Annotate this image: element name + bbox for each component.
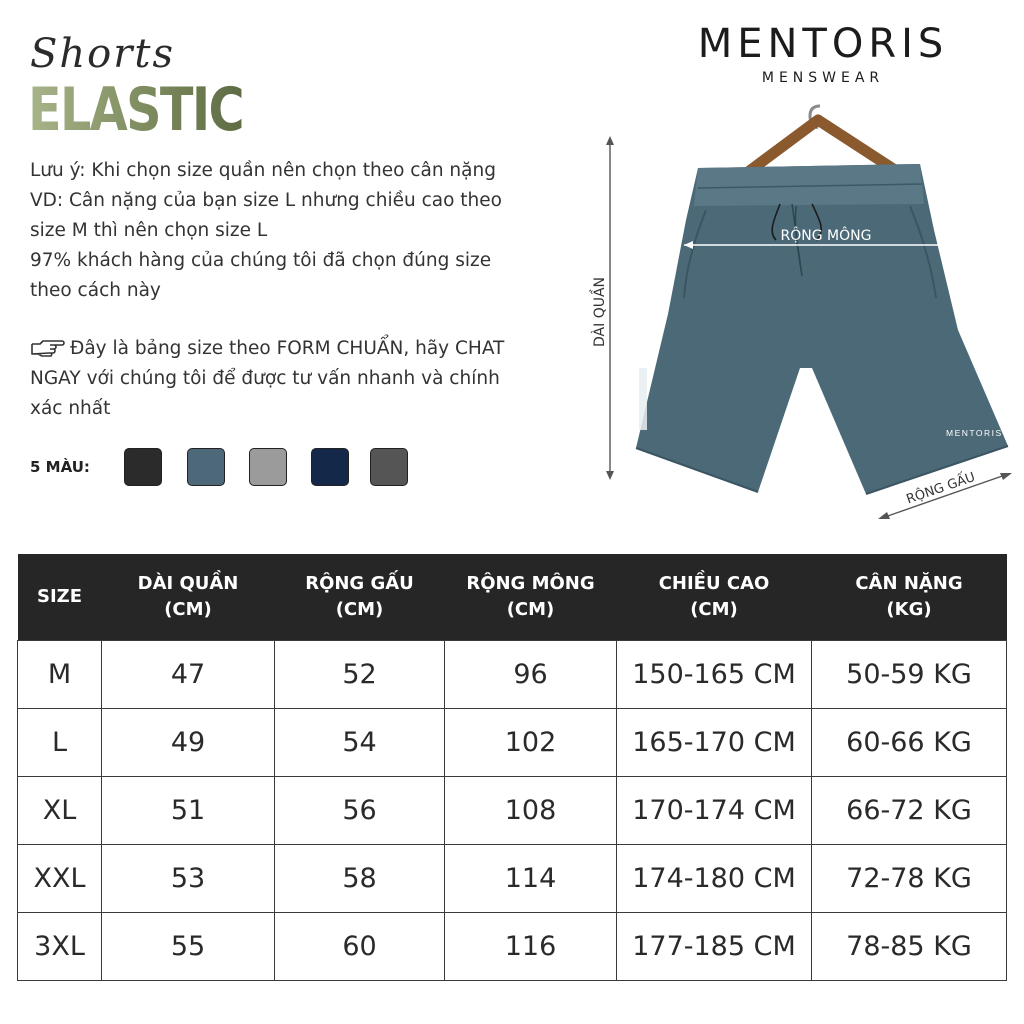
cell-height: 165-170 CM bbox=[617, 709, 812, 777]
shorts-measurement-figure bbox=[580, 100, 1024, 530]
table-row bbox=[18, 845, 1007, 913]
cell-hip: 96 bbox=[445, 641, 617, 709]
size-note bbox=[30, 156, 560, 306]
cell-hem: 52 bbox=[275, 641, 445, 709]
color-swatch-charcoal[interactable] bbox=[370, 448, 408, 486]
cell-size: XL bbox=[18, 777, 102, 845]
brand-logo bbox=[693, 21, 953, 86]
table-row bbox=[18, 641, 1007, 709]
color-swatch-teal[interactable] bbox=[187, 448, 225, 486]
cell-hip: 116 bbox=[445, 913, 617, 981]
note-line: size M thì nên chọn size L bbox=[30, 220, 268, 241]
cell-height: 170-174 CM bbox=[617, 777, 812, 845]
cell-size: XXL bbox=[18, 845, 102, 913]
brand-subtitle: MENSWEAR bbox=[761, 70, 885, 86]
color-swatch-navy[interactable] bbox=[311, 448, 349, 486]
header-height: CHIỀU CAO (CM) bbox=[617, 554, 812, 641]
cell-length: 53 bbox=[102, 845, 275, 913]
brand-name: MENTORIS bbox=[697, 21, 949, 67]
colors-label: 5 MÀU: bbox=[30, 458, 90, 476]
cell-length: 47 bbox=[102, 641, 275, 709]
table-header-row bbox=[18, 554, 1007, 641]
cell-height: 174-180 CM bbox=[617, 845, 812, 913]
cell-length: 55 bbox=[102, 913, 275, 981]
table-row bbox=[18, 913, 1007, 981]
chat-note bbox=[30, 334, 560, 424]
cell-hem: 54 bbox=[275, 709, 445, 777]
note-line: VD: Cân nặng của bạn size L nhưng chiều cao theo bbox=[30, 190, 502, 211]
note-line: theo cách này bbox=[30, 280, 161, 301]
hip-label: RỘNG MÔNG bbox=[780, 228, 872, 244]
cell-weight: 50-59 KG bbox=[812, 641, 1007, 709]
cell-length: 49 bbox=[102, 709, 275, 777]
header-size: SIZE bbox=[18, 554, 102, 641]
hem-label: RỘNG GẤU bbox=[904, 469, 978, 508]
cell-hip: 108 bbox=[445, 777, 617, 845]
header-hip: RỘNG MÔNG (CM) bbox=[445, 554, 617, 641]
note-line: 97% khách hàng của chúng tôi đã chọn đúng size bbox=[30, 250, 492, 271]
header-length: DÀI QUẦN (CM) bbox=[102, 554, 275, 641]
header-hem: RỘNG GẤU (CM) bbox=[275, 554, 445, 641]
cell-weight: 78-85 KG bbox=[812, 913, 1007, 981]
cell-hip: 114 bbox=[445, 845, 617, 913]
color-swatch-gray[interactable] bbox=[249, 448, 287, 486]
length-label: DÀI QUẦN bbox=[592, 276, 608, 348]
cell-height: 177-185 CM bbox=[617, 913, 812, 981]
cell-hem: 56 bbox=[275, 777, 445, 845]
cell-weight: 60-66 KG bbox=[812, 709, 1007, 777]
chat-line: xác nhất bbox=[30, 398, 111, 419]
cell-height: 150-165 CM bbox=[617, 641, 812, 709]
product-title: ELASTIC bbox=[28, 75, 243, 145]
color-swatch-black[interactable] bbox=[124, 448, 162, 486]
cell-size: 3XL bbox=[18, 913, 102, 981]
table-row bbox=[18, 709, 1007, 777]
cell-weight: 66-72 KG bbox=[812, 777, 1007, 845]
note-line: Lưu ý: Khi chọn size quần nên chọn theo cân nặng bbox=[30, 160, 496, 181]
chat-line: NGAY với chúng tôi để được tư vấn nhanh và chính bbox=[30, 368, 500, 389]
size-table bbox=[17, 554, 1006, 981]
cell-hem: 58 bbox=[275, 845, 445, 913]
script-title: Shorts bbox=[30, 31, 175, 77]
header-weight: CÂN NẶNG (KG) bbox=[812, 554, 1007, 641]
cell-length: 51 bbox=[102, 777, 275, 845]
pointing-hand-icon bbox=[30, 335, 66, 357]
cell-hem: 60 bbox=[275, 913, 445, 981]
cell-weight: 72-78 KG bbox=[812, 845, 1007, 913]
shorts-logo: MENTORIS bbox=[946, 428, 1003, 438]
cell-size: M bbox=[18, 641, 102, 709]
cell-size: L bbox=[18, 709, 102, 777]
shorts-image bbox=[636, 164, 1008, 494]
table-row bbox=[18, 777, 1007, 845]
cell-hip: 102 bbox=[445, 709, 617, 777]
chat-line: Đây là bảng size theo FORM CHUẨN, hãy CHAT bbox=[70, 338, 505, 359]
